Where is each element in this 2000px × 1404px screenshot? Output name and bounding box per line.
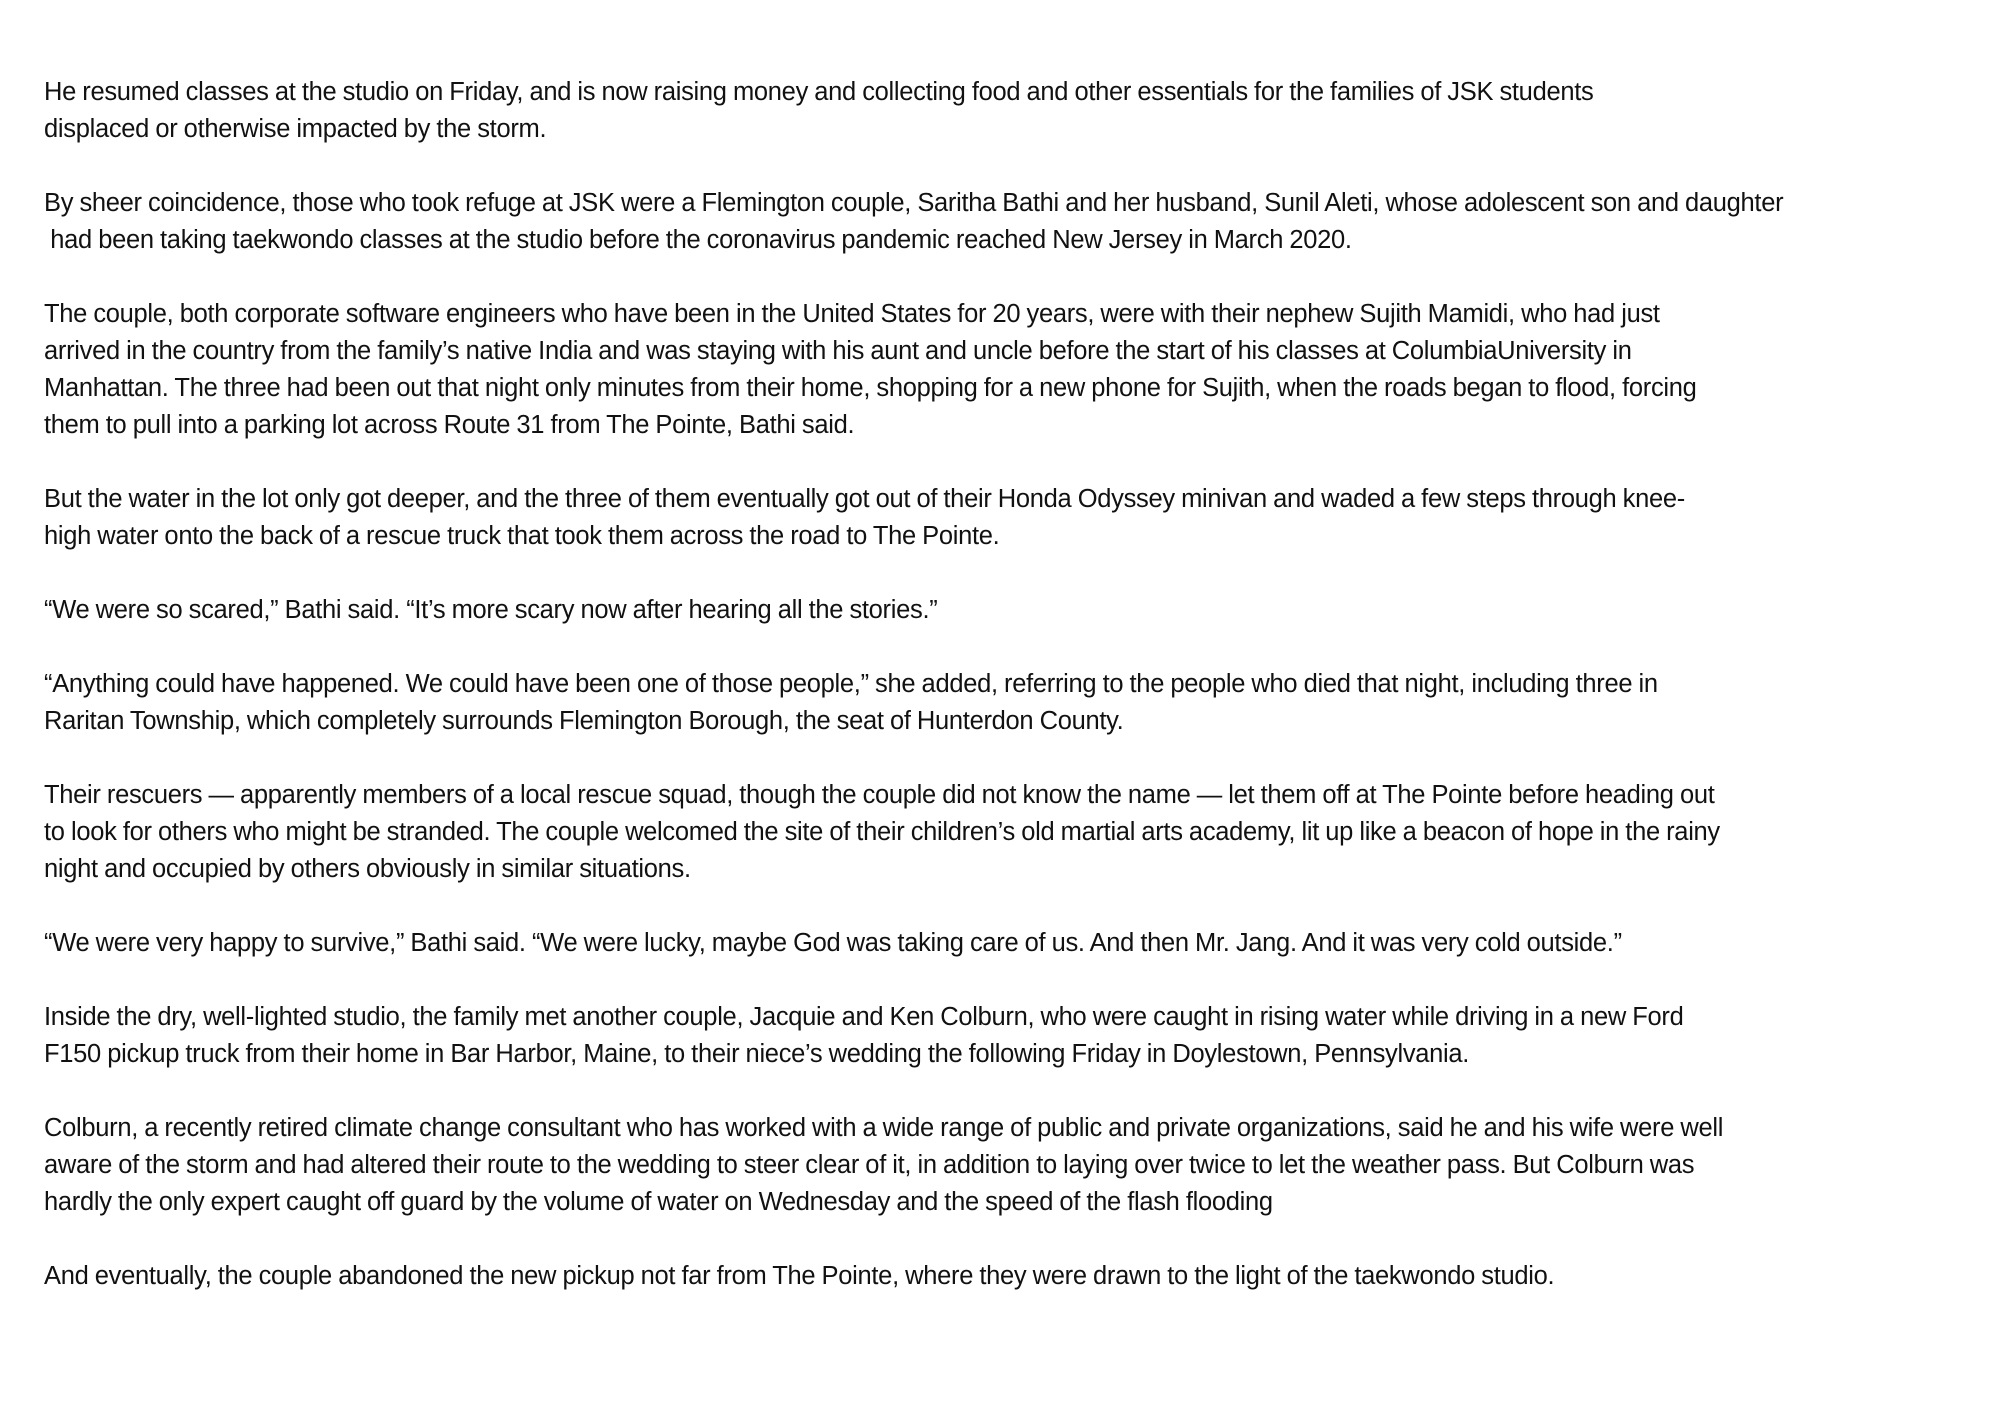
text-line: displaced or otherwise impacted by the storm. (44, 115, 547, 143)
text-line: “Anything could have happened. We could have been one of those people,” she added, referring to the people who died that night, including three in (44, 670, 1658, 698)
text-line: And eventually, the couple abandoned the new pickup not far from The Pointe, where they were drawn to the light of the taekwondo studio. (44, 1262, 1555, 1290)
text-line: But the water in the lot only got deeper, and the three of them eventually got out of their Honda Odyssey minivan and waded a few steps through knee- (44, 485, 1685, 513)
paragraph-5 (44, 592, 1994, 629)
paragraph-1 (44, 74, 1994, 148)
text-line: hardly the only expert caught off guard by the volume of water on Wednesday and the speed of the flash flooding (44, 1188, 1273, 1216)
paragraph-6 (44, 666, 1994, 740)
text-line: He resumed classes at the studio on Friday, and is now raising money and collecting food and other essentials for the families of JSK students (44, 78, 1594, 106)
paragraph-4 (44, 481, 1994, 555)
text-line: them to pull into a parking lot across Route 31 from The Pointe, Bathi said. (44, 411, 855, 439)
article-body (44, 74, 1994, 1332)
text-line: high water onto the back of a rescue truck that took them across the road to The Pointe. (44, 522, 1000, 550)
paragraph-7 (44, 777, 1994, 888)
text-line: Inside the dry, well-lighted studio, the family met another couple, Jacquie and Ken Colburn, who were caught in rising water while driving in a new Ford (44, 1003, 1684, 1031)
text-line: Colburn, a recently retired climate change consultant who has worked with a wide range of public and private organizations, said he and his wife were well (44, 1114, 1724, 1142)
text-line: Their rescuers — apparently members of a local rescue squad, though the couple did not know the name — let them off at The Pointe before heading out (44, 781, 1715, 809)
text-line: aware of the storm and had altered their route to the wedding to steer clear of it, in addition to laying over twice to let the weather pass. But Colburn was (44, 1151, 1695, 1179)
paragraph-2 (44, 185, 1994, 259)
text-line: arrived in the country from the family’s native India and was staying with his aunt and uncle before the start of his classes at ColumbiaUniversity in (44, 337, 1632, 365)
text-line: “We were so scared,” Bathi said. “It’s more scary now after hearing all the stories.” (44, 596, 938, 624)
text-line: By sheer coincidence, those who took refuge at JSK were a Flemington couple, Saritha Bathi and her husband, Sunil Aleti, whose adolescent son and daughter (44, 189, 1784, 217)
text-line: had been taking taekwondo classes at the studio before the coronavirus pandemic reached New Jersey in March 2020. (44, 226, 1352, 254)
paragraph-8 (44, 925, 1994, 962)
text-line: Manhattan. The three had been out that night only minutes from their home, shopping for a new phone for Sujith, when the roads began to flood, forcing (44, 374, 1697, 402)
text-line: Raritan Township, which completely surrounds Flemington Borough, the seat of Hunterdon County. (44, 707, 1124, 735)
text-line: “We were very happy to survive,” Bathi said. “We were lucky, maybe God was taking care of us. And then Mr. Jang. And it was very cold outside.” (44, 929, 1622, 957)
paragraph-11 (44, 1258, 1994, 1295)
text-line: The couple, both corporate software engineers who have been in the United States for 20 years, were with their nephew Sujith Mamidi, who had just (44, 300, 1660, 328)
paragraph-10 (44, 1110, 1994, 1221)
paragraph-3 (44, 296, 1994, 444)
text-line: to look for others who might be stranded. The couple welcomed the site of their children’s old martial arts academy, lit up like a beacon of hope in the rainy (44, 818, 1720, 846)
text-line: night and occupied by others obviously in similar situations. (44, 855, 691, 883)
paragraph-9 (44, 999, 1994, 1073)
text-line: F150 pickup truck from their home in Bar Harbor, Maine, to their niece’s wedding the following Friday in Doylestown, Pennsylvania. (44, 1040, 1470, 1068)
